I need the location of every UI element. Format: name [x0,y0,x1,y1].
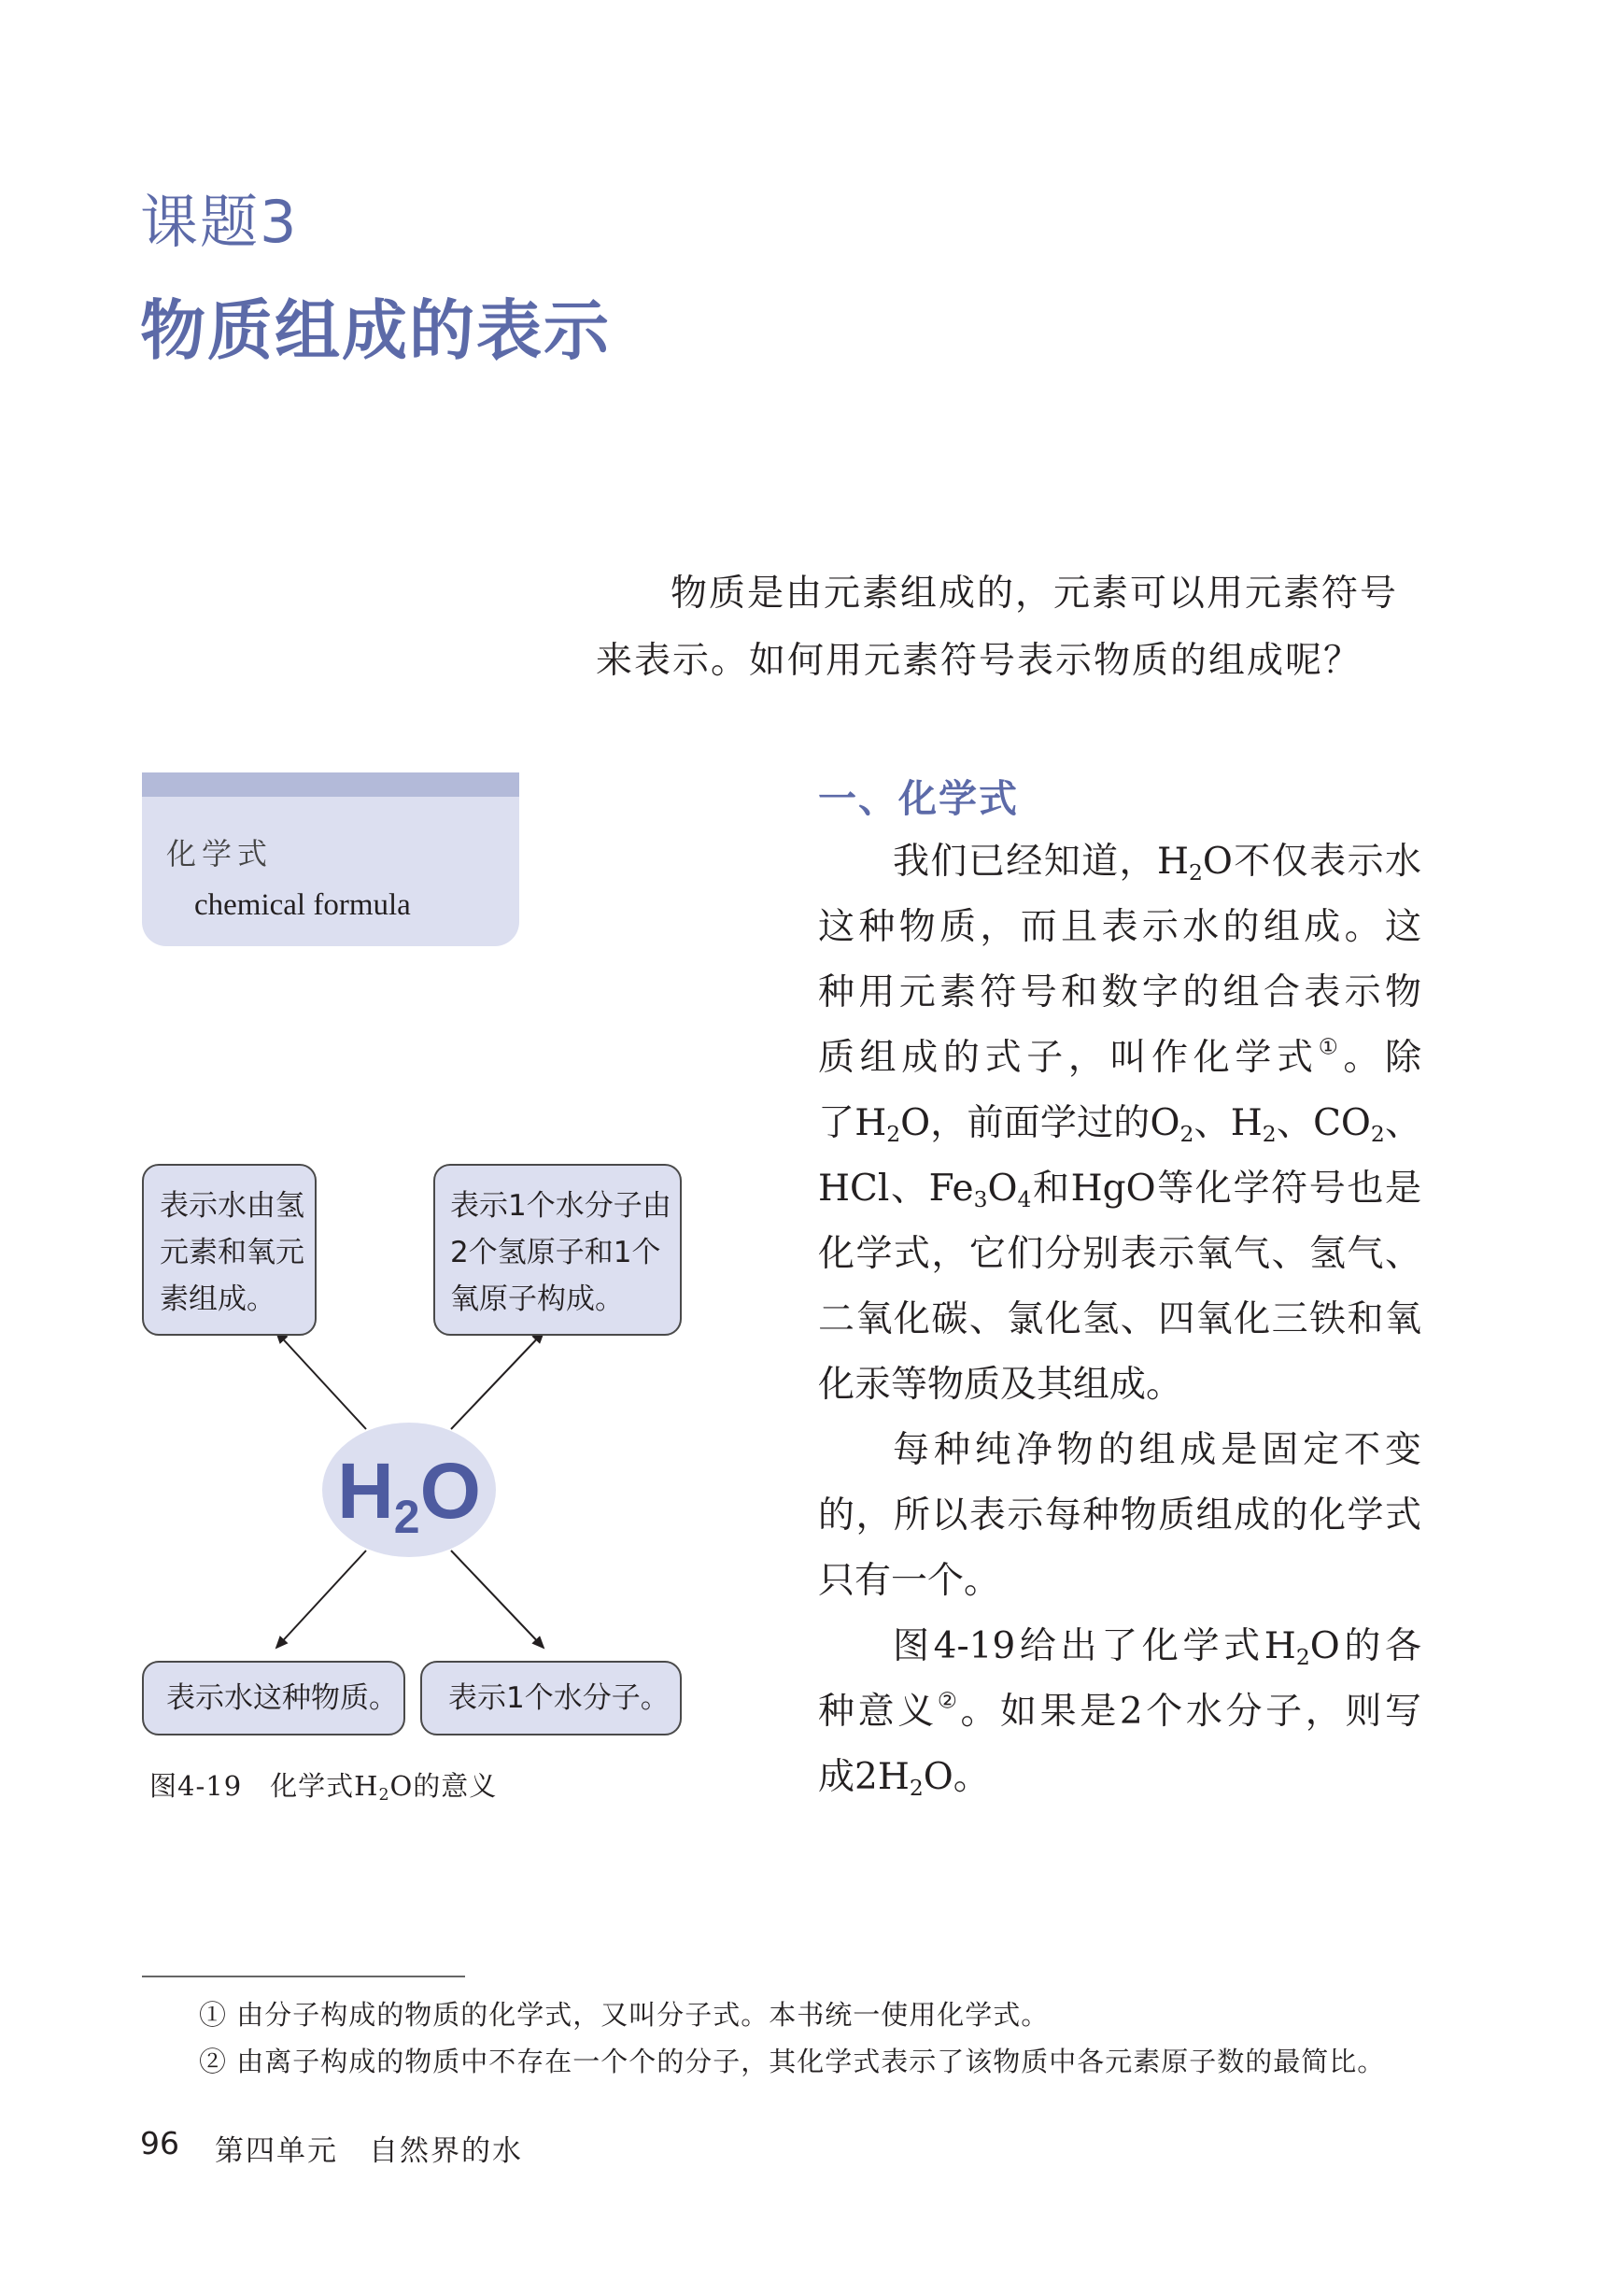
body-line: 只有一个。 [818,1560,1001,1602]
section-heading: 一、化学式 [818,776,1019,821]
arrow-to-bottom-left [276,1551,366,1648]
figure-caption: 图4-19 化学式$H_2O$的意义 [149,1770,498,1806]
box-line: 2个氢原子和1个 [450,1236,661,1269]
box-line: 表示水由氢 [160,1189,304,1223]
body-line: 图4-19给出了化学式$H_2O$的各 [893,1625,1421,1671]
box-line: 表示1个水分子由 [450,1189,671,1223]
body-line: 了$H_2O$，前面学过的$O_2$、$H_2$、$CO_2$、 [818,1102,1421,1148]
box-line: 元素和氧元 [160,1236,304,1269]
page-title: 物质组成的表示 [140,292,611,369]
meaning-box-one-molecule [420,1661,682,1735]
arrow-to-top-left [276,1332,366,1429]
page-number: 96 [140,2125,179,2161]
footnote-1: ① 由分子构成的物质的化学式，又叫分子式。本书统一使用化学式。 [199,1999,1050,2031]
body-line: HCl、$Fe_3O_4$和HgO等化学符号也是 [818,1168,1421,1213]
body-line: 种意义②。如果是2个水分子，则写 [818,1687,1421,1733]
box-line: 素组成。 [160,1282,275,1316]
body-line: 每种纯净物的组成是固定不变 [893,1429,1421,1471]
body-line: 成$2H_2O$。 [818,1756,990,1802]
footnote-ref-1[interactable]: ① [1318,1033,1344,1060]
arrow-to-top-right [451,1332,544,1429]
meaning-box-molecule-structure [433,1164,682,1336]
body-line: 化学式，它们分别表示氧气、氢气、 [818,1233,1421,1275]
glossary-term-en: chemical formula [194,888,411,922]
arrow-to-bottom-right [451,1551,544,1648]
box-line: 氧原子构成。 [450,1282,624,1316]
box-line: 表示1个水分子。 [448,1681,670,1715]
body-line: 种用元素符号和数字的组合表示物 [818,971,1421,1013]
unit-title: 第四单元 自然界的水 [215,2134,523,2168]
body-line: 化汞等物质及其组成。 [818,1364,1183,1406]
h2o-formula: H2O [337,1447,481,1543]
footnote-divider [142,1976,465,1977]
body-line: 的，所以表示每种物质组成的化学式 [818,1495,1421,1537]
footnote-2: ② 由离子构成的物质中不存在一个个的分子，其化学式表示了该物质中各元素原子数的最简比。 [199,2046,1386,2077]
footnote-ref-2[interactable]: ② [937,1687,961,1714]
intro-line-1: 物质是由元素组成的，元素可以用元素符号 [671,573,1399,615]
body-line: 我们已经知道，$H_2O$不仅表示水 [893,841,1421,886]
body-line: 质组成的式子，叫作化学式①。除 [818,1033,1421,1079]
meaning-box-substance [142,1661,405,1735]
box-line: 表示水这种物质。 [166,1681,398,1715]
body-line: 二氧化碳、氯化氢、四氧化三铁和氧 [818,1298,1421,1340]
intro-line-2: 来表示。如何用元素符号表示物质的组成呢？ [596,640,1363,682]
lesson-label: 课题3 [140,188,299,256]
meaning-box-elements [142,1164,317,1336]
glossary-term-zh: 化学式 [166,836,274,871]
body-line: 这种物质，而且表示水的组成。这 [818,906,1421,948]
